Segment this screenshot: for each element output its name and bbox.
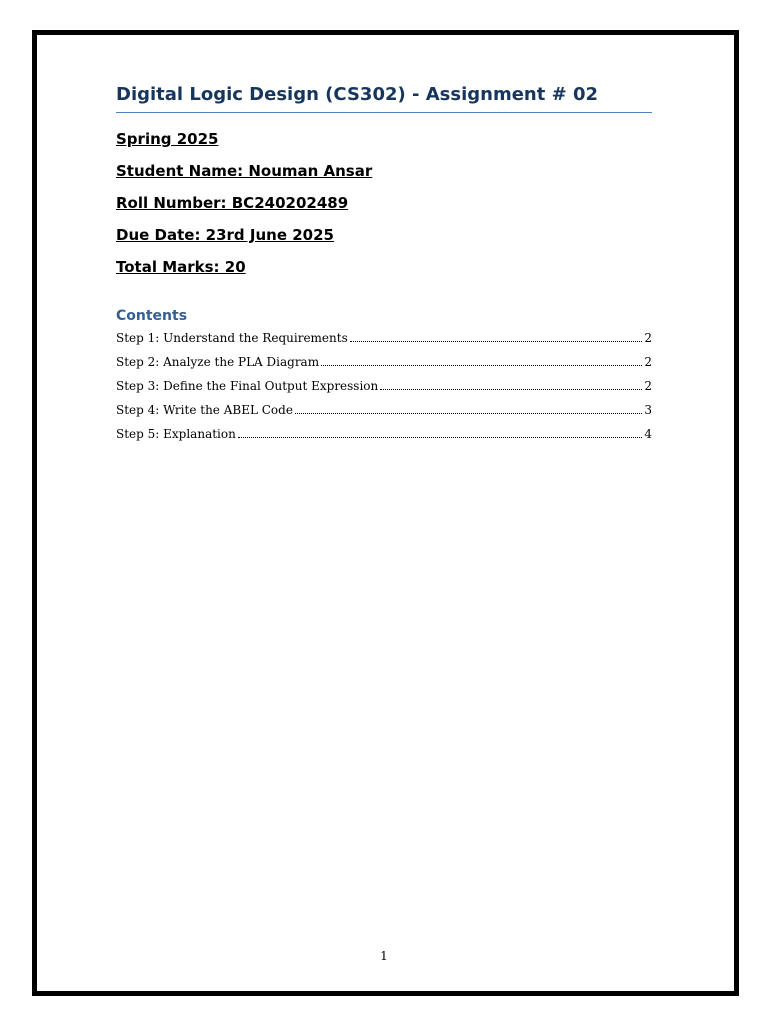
toc-entry-step-5[interactable]	[116, 427, 652, 443]
toc-entry-label: Step 2: Analyze the PLA Diagram	[116, 355, 320, 369]
due-date-line: Due Date: 23rd June 2025	[116, 226, 334, 244]
toc-dot-leader	[380, 379, 642, 390]
toc-entry-step-2[interactable]	[116, 355, 652, 371]
document-title: Digital Logic Design (CS302) - Assignment # 02	[116, 84, 598, 105]
toc-page-number: 2	[644, 331, 652, 345]
toc-entry-label: Step 4: Write the ABEL Code	[116, 403, 293, 417]
total-marks-line: Total Marks: 20	[116, 258, 246, 276]
footer-page-number: 1	[380, 949, 388, 963]
toc-entry-label: Step 3: Define the Final Output Expression	[116, 379, 379, 393]
toc-entry-label: Step 1: Understand the Requirements	[116, 331, 348, 345]
toc-page-number: 4	[644, 427, 652, 441]
roll-number-line: Roll Number: BC240202489	[116, 194, 349, 212]
title-underline-rule	[116, 112, 652, 113]
semester-line: Spring 2025	[116, 130, 219, 148]
toc-dot-leader	[238, 427, 643, 438]
toc-page-number: 2	[644, 355, 652, 369]
toc-entry-label: Step 5: Explanation	[116, 427, 236, 441]
toc-entry-step-1[interactable]	[116, 331, 652, 347]
toc-entry-step-4[interactable]	[116, 403, 652, 419]
toc-dot-leader	[295, 403, 642, 414]
toc-dot-leader	[350, 331, 643, 342]
student-name-line: Student Name: Nouman Ansar	[116, 162, 373, 180]
toc-page-number: 2	[644, 379, 652, 393]
toc-page-number: 3	[644, 403, 652, 417]
toc-dot-leader	[321, 355, 642, 366]
contents-heading: Contents	[116, 308, 188, 324]
toc-entry-step-3[interactable]	[116, 379, 652, 395]
